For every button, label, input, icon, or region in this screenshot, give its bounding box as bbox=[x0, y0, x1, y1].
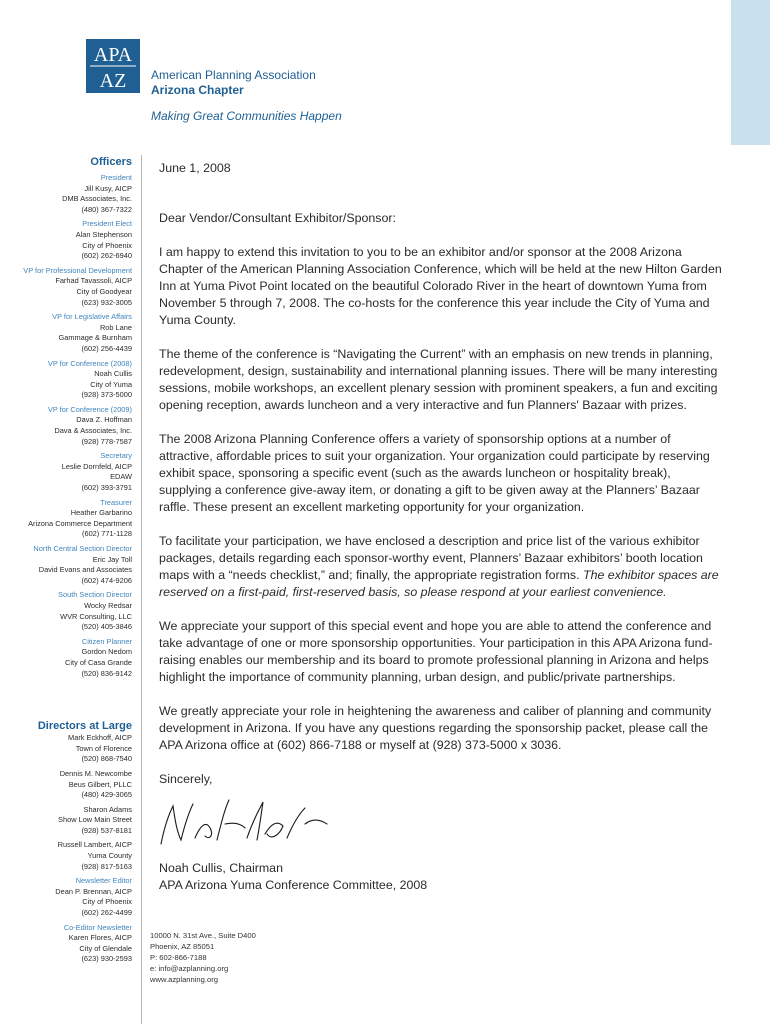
officer-entry bbox=[8, 590, 132, 632]
officer-line: (480) 367-7322 bbox=[81, 204, 132, 214]
officer-role: VP for Legislative Affairs bbox=[52, 312, 132, 322]
logo-text-bottom: AZ bbox=[99, 70, 127, 92]
officer-line: (602) 393-3791 bbox=[81, 483, 132, 493]
director-line: Show Low Main Street bbox=[58, 815, 132, 825]
officer-entry bbox=[8, 219, 132, 261]
director-line: (520) 868-7540 bbox=[81, 754, 132, 764]
officer-line: (928) 373-5000 bbox=[81, 390, 132, 400]
director-line: Dennis M. Newcombe bbox=[59, 768, 132, 778]
director-line: Mark Eckhoff, AICP bbox=[68, 733, 132, 743]
officer-entry bbox=[8, 451, 132, 493]
officer-role: President bbox=[100, 173, 132, 182]
address-phone: P: 602-866-7188 bbox=[150, 953, 207, 962]
officer-line: (602) 474-9206 bbox=[81, 575, 132, 585]
newsletter-line: Karen Flores, AICP bbox=[68, 933, 132, 943]
paragraph-1: I am happy to extend this invitation to you to be an exhibitor and/or sponsor at the 2008 Arizona Chapter of the American Planning Association Conference, which will be held at the new Hilton Garden Inn at Yuma Pivot Point located on the beautiful Colorado River in the heart of downtown Yuma from November 5 through 7, 2008. The co-hosts for the conference this year include the City of Yuma and Yuma County. bbox=[159, 245, 722, 327]
officer-line: (602) 256-4439 bbox=[81, 343, 132, 353]
newsletter-role: Co-Editor Newsletter bbox=[63, 922, 132, 932]
director-entry bbox=[8, 733, 132, 765]
director-line: Russell Lambert, AICP bbox=[57, 840, 132, 850]
accent-bar bbox=[731, 0, 770, 145]
officer-role: VP for Conference (2009) bbox=[47, 404, 132, 414]
officer-role: President Elect bbox=[82, 219, 132, 229]
officer-line: EDAW bbox=[110, 472, 132, 482]
letter-body bbox=[159, 160, 724, 894]
officer-line: Wocky Redsar bbox=[84, 600, 132, 610]
address-email[interactable]: e: info@azplanning.org bbox=[150, 964, 229, 973]
paragraph-5: We appreciate your support of this special event and hope you are able to attend the conference and take advantage of one or more sponsorship opportunities. Your participation in this APA Arizona fund-raising enables our membership and its board to promote professional planning in Arizona and helps highlight the importance of community planning, urban design, and public/private partnerships. bbox=[159, 619, 713, 684]
address-street: 10000 N. 31st Ave., Suite D400 bbox=[150, 931, 256, 940]
officer-line: Jill Kusy, AICP bbox=[84, 183, 132, 193]
newsletter-line: City of Phoenix bbox=[82, 897, 132, 907]
closing: Sincerely, bbox=[159, 772, 213, 786]
officer-role: South Section Director bbox=[58, 590, 132, 600]
officer-line: Gordon Nedom bbox=[81, 647, 132, 657]
officer-entry bbox=[8, 173, 132, 215]
officer-line: (928) 778-7587 bbox=[81, 436, 132, 446]
signature-icon bbox=[155, 794, 335, 854]
newsletter-role: Newsletter Editor bbox=[75, 876, 132, 886]
officer-line: David Evans and Associates bbox=[38, 565, 132, 575]
officer-line: Rob Lane bbox=[99, 322, 132, 332]
officer-line: Noah Cullis bbox=[94, 369, 132, 379]
officer-role: VP for Professional Development bbox=[23, 265, 132, 275]
newsletter-line: (623) 930-2593 bbox=[81, 954, 132, 964]
officer-line: Heather Garbarino bbox=[70, 508, 132, 518]
officer-role: Citizen Planner bbox=[81, 636, 132, 646]
director-line: (480) 429-3065 bbox=[81, 790, 132, 800]
officer-entry bbox=[8, 637, 132, 679]
officer-entry bbox=[8, 544, 132, 586]
officer-role: Secretary bbox=[100, 451, 132, 461]
signer-name: Noah Cullis, Chairman bbox=[159, 861, 283, 875]
officer-line: (602) 771-1128 bbox=[82, 529, 132, 539]
paragraph-6: We greatly appreciate your role in heightening the awareness and caliber of planning and community development in Arizona. If you have any questions regarding the sponsorship packet, please call the APA Arizona office at (602) 866-7188 or myself at (928) 373-5000 x 3036. bbox=[159, 704, 712, 752]
officer-entry bbox=[8, 266, 132, 308]
officer-entry bbox=[8, 405, 132, 447]
officer-line: (602) 262-6940 bbox=[81, 251, 132, 261]
officer-role: North Central Section Director bbox=[33, 544, 132, 553]
officer-entry bbox=[8, 359, 132, 401]
newsletter-entry bbox=[8, 876, 132, 918]
sidebar-officers bbox=[8, 155, 132, 965]
directors-list bbox=[8, 733, 132, 872]
director-line: Town of Florence bbox=[75, 743, 132, 753]
officer-line: Gammage & Burnham bbox=[58, 333, 132, 343]
officer-line: Alan Stephenson bbox=[75, 229, 132, 239]
officer-entry bbox=[8, 498, 132, 540]
paragraph-4 bbox=[159, 533, 724, 601]
officer-line: (520) 405-3846 bbox=[81, 622, 132, 632]
officer-line: City of Phoenix bbox=[82, 240, 132, 250]
salutation: Dear Vendor/Consultant Exhibitor/Sponsor: bbox=[159, 211, 396, 225]
officer-role: Treasurer bbox=[100, 497, 132, 507]
director-line: Beus Gilbert, PLLC bbox=[68, 779, 132, 789]
address-city: Phoenix, AZ 85051 bbox=[150, 942, 215, 951]
paragraph-3: The 2008 Arizona Planning Conference offers a variety of sponsorship options at a number of attractive, affordable prices to suit your organization. Your organization could participate by reserving exhibit space, sponsoring a specific event (such as the awards luncheon or hospitality break), supplying a conference give-away item, or donating a gift to be given away at the Planners’ Bazaar raffle. These present an excellent marketing opportunity for your organization. bbox=[159, 432, 710, 514]
directors-heading: Directors at Large bbox=[37, 720, 132, 733]
letter-date: June 1, 2008 bbox=[159, 161, 231, 175]
officer-line: Farhad Tavassoli, AICP bbox=[55, 276, 132, 286]
newsletter-line: (602) 262-4499 bbox=[81, 908, 132, 918]
officer-line: DMB Associates, Inc. bbox=[62, 194, 132, 204]
newsletter-list bbox=[8, 876, 132, 965]
officer-line: Leslie Dornfeld, AICP bbox=[61, 461, 132, 471]
director-entry bbox=[8, 840, 132, 872]
officer-role: VP for Conference (2008) bbox=[47, 358, 132, 368]
officer-line: Arizona Commerce Department bbox=[28, 518, 132, 528]
officers-heading: Officers bbox=[90, 156, 132, 168]
officer-entry bbox=[8, 312, 132, 354]
paragraph-4-text: To facilitate your participation, we have enclosed a description and price list of the various exhibitor packages, details regarding each sponsor-worthy event, Planners’ Bazaar exhibitors’ booth location maps with a “needs checklist,” and; finally, the appropriate registration forms. bbox=[159, 534, 703, 582]
director-line: (928) 817-5163 bbox=[81, 861, 132, 871]
director-line: (928) 537-8181 bbox=[81, 825, 132, 835]
officer-line: Dava Z. Hoffman bbox=[76, 415, 132, 425]
footer-address bbox=[150, 930, 256, 985]
newsletter-line: City of Glendale bbox=[79, 943, 132, 953]
apa-az-logo bbox=[86, 39, 140, 93]
officer-line: WVR Consulting, LLC bbox=[60, 611, 132, 621]
director-entry bbox=[8, 805, 132, 837]
address-web[interactable]: www.azplanning.org bbox=[150, 975, 218, 984]
director-line: Yuma County bbox=[87, 851, 132, 861]
officer-line: Eric Jay Toll bbox=[92, 554, 132, 564]
officer-line: (623) 932-3005 bbox=[81, 297, 132, 307]
director-entry bbox=[8, 769, 132, 801]
newsletter-entry bbox=[8, 923, 132, 965]
signer-title: APA Arizona Yuma Conference Committee, 2008 bbox=[159, 878, 428, 892]
officers-list bbox=[8, 173, 132, 679]
logo-text-top: APA bbox=[93, 44, 133, 66]
tagline: Making Great Communities Happen bbox=[151, 109, 342, 123]
officer-line: (520) 836-9142 bbox=[81, 668, 132, 678]
officer-line: Dava & Associates, Inc. bbox=[54, 426, 132, 436]
org-chapter: Arizona Chapter bbox=[151, 83, 244, 97]
newsletter-line: Dean P. Brennan, AICP bbox=[55, 886, 132, 896]
paragraph-4-emphasis: The exhibitor spaces are reserved on a first-paid, first-reserved basis, so please respond at your earliest convenience. bbox=[159, 568, 719, 599]
org-name: American Planning Association bbox=[151, 68, 316, 82]
officer-line: City of Goodyear bbox=[76, 286, 132, 296]
officer-line: City of Casa Grande bbox=[65, 657, 132, 667]
column-divider bbox=[141, 155, 142, 1024]
officer-line: City of Yuma bbox=[90, 379, 132, 389]
paragraph-2: The theme of the conference is “Navigating the Current” with an emphasis on new trends in planning, redevelopment, design, sustainability and international planning issues. There will be many interesting sessions, mobile workshops, an excellent plenary session with prominent speakers, a fun and exciting opening reception, awards luncheon and a very interactive and fun Planners' Bazaar with prizes. bbox=[159, 347, 718, 412]
director-line: Sharon Adams bbox=[83, 804, 132, 814]
